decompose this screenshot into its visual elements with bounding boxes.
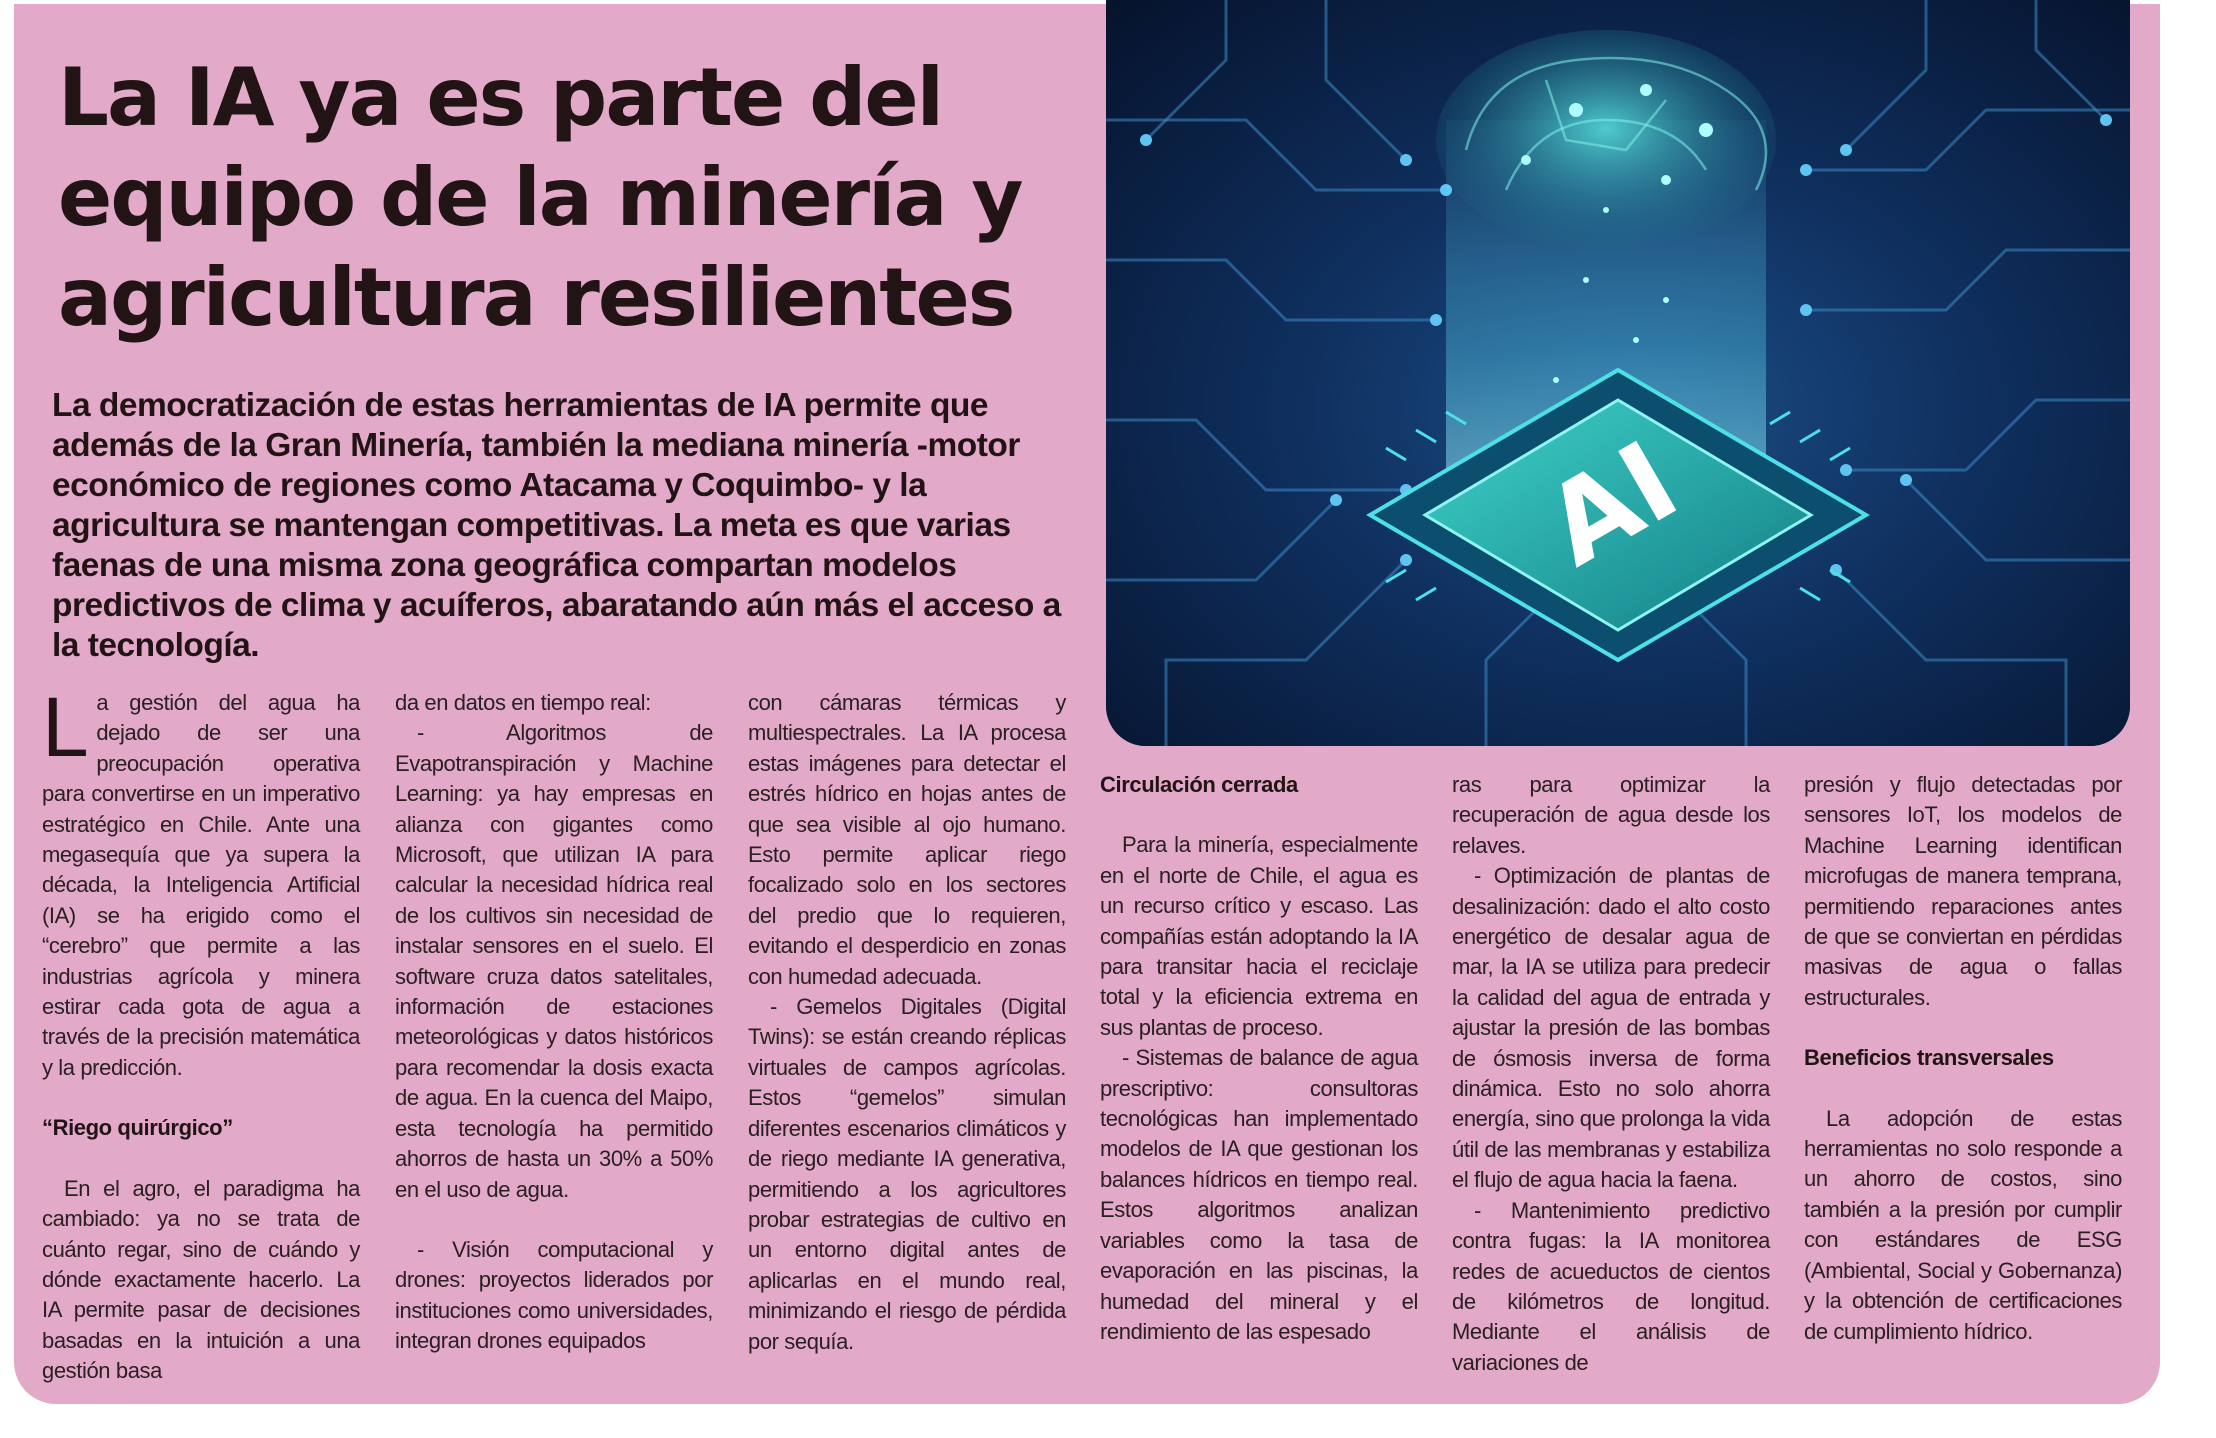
mineria-paragraph: Para la minería, especialmente en el norte de Chile, el agua es un recurso crítico y escaso. Las compañías están adoptando la IA para transitar hacia el reciclaje total y la eficiencia extrema en sus plantas de proceso. bbox=[1100, 832, 1418, 1040]
article-column-1 bbox=[42, 680, 360, 1387]
article-lead: La democratización de estas herramientas de IA permite que además de la Gran Minería, también la mediana minería -motor económico de regiones como Atacama y Coquimbo- y la agricultura se mantengan competitivas. La meta es que varias faenas de una misma zona geográfica compartan modelos predictivos de clima y acuíferos, abaratando aún más el acceso a la tecnología. bbox=[52, 387, 1061, 664]
article-column-4 bbox=[1100, 770, 1418, 1347]
agro-paragraph: En el agro, el paradigma ha cambiado: ya no se trata de cuánto regar, sino de cuándo y dónde exactamente hacerlo. La IA permite pasar de decisiones basadas en la intuición a una gestión basa bbox=[42, 1175, 360, 1384]
ai-chip-illustration bbox=[1106, 0, 2130, 746]
bullet-balance-agua: - Sistemas de balance de agua prescriptivo: consultoras tecnológicas han implementado modelos de IA que gestionan los balances hídricos en tiempo real. Estos algoritmos analizan variables como la tasa de evaporación en las piscinas, la humedad del mineral y el rendimiento de las espesado bbox=[1100, 1045, 1418, 1344]
section-heading-circulacion: Circulación cerrada bbox=[1100, 772, 1298, 797]
intro-text: a gestión del agua ha dejado de ser una preocupación operativa para convertirse en un imperativo estratégico en Chile. Ante una megasequía que ya supera la década, la Inteligencia Artificial (IA) se ha erigido como el “cerebro” que permite a las industrias agrícola y minera estirar cada gota de agua a través de la precisión matemática y la predicción. bbox=[42, 690, 360, 1080]
bullet-balance-continued: ras para optimizar la recuperación de agua desde los relaves. bbox=[1452, 772, 1770, 858]
bullet-vision-continued: con cámaras térmicas y multiespectrales. La IA procesa estas imágenes para detectar el estrés hídrico en hojas antes de que sea visible al ojo humano. Esto permite aplicar riego focalizado solo en los sectores del predio que lo requieren, evitando el desperdicio en zonas con humedad adecuada. bbox=[748, 690, 1066, 989]
article-column-6 bbox=[1804, 770, 2122, 1347]
bullet-mantenimiento-continued: presión y flujo detectadas por sensores IoT, los modelos de Machine Learning identifican microfugas de manera temprana, permitiendo reparaciones antes de que se conviertan en pérdidas masivas de agua o fallas estructurales. bbox=[1804, 772, 2122, 1010]
section-heading-riego: “Riego quirúrgico” bbox=[42, 1115, 233, 1141]
ai-chip-label: AI bbox=[1524, 416, 1699, 591]
agro-paragraph-continued: da en datos en tiempo real: bbox=[395, 690, 651, 715]
bullet-vision-computacional: - Visión computacional y drones: proyectos liderados por instituciones como universidades, integran drones equipados bbox=[395, 1236, 713, 1354]
article-column-5 bbox=[1452, 770, 1770, 1378]
bullet-mantenimiento-predictivo: - Mantenimiento predictivo contra fugas: la IA monitorea redes de acueductos de cientos de kilómetros de longitud. Mediante el análisis de variaciones de bbox=[1452, 1197, 1770, 1375]
beneficios-paragraph: La adopción de estas herramientas no solo responde a un ahorro de costos, sino también a la presión por cumplir con estándares de ESG (Ambiental, Social y Gobernanza) y la obtención de certificaciones de cumplimiento hídrico. bbox=[1804, 1105, 2122, 1344]
article-column-3 bbox=[748, 688, 1066, 1357]
article-column-2 bbox=[395, 688, 713, 1357]
article-headline: La IA ya es parte del equipo de la minería y agricultura resilientes bbox=[58, 51, 1022, 344]
bullet-gemelos-digitales: - Gemelos Digitales (Digital Twins): se están creando réplicas virtuales de campos agrícolas. Estos “gemelos” simulan diferentes escenarios climáticos y de riego mediante IA generativa, permitiendo a los agricultores probar estrategias de cultivo en un entorno digital antes de aplicarlas en el mundo real, minimizando el riesgo de pérdida por sequía. bbox=[748, 994, 1066, 1354]
section-heading-beneficios: Beneficios transversales bbox=[1804, 1045, 2054, 1071]
bullet-desalinizacion: - Optimización de plantas de desalinización: dado el alto costo energético de desalar agua de mar, la IA se utiliza para predecir la calidad del agua de entrada y ajustar la presión de las bombas de ósmosis inversa de forma dinámica. Esto no solo ahorra energía, sino que prolonga la vida útil de las membranas y estabiliza el flujo de agua hacia la faena. bbox=[1452, 863, 1770, 1193]
bullet-evapotranspiracion: - Algoritmos de Evapotranspiración y Machine Learning: ya hay empresas en alianza con gigantes como Microsoft, que utilizan IA para calcular la necesidad hídrica real de los cultivos sin necesidad de instalar sensores en el suelo. El software cruza datos satelitales, información de estaciones meteorológicas y datos históricos para recomendar la dosis exacta de agua. En la cuenca del Maipo, esta tecnología ha permitido ahorros de hasta un 30% a 50% en el uso de agua. bbox=[395, 720, 713, 1202]
intro-paragraph bbox=[42, 680, 360, 1083]
drop-cap: L bbox=[42, 680, 89, 774]
